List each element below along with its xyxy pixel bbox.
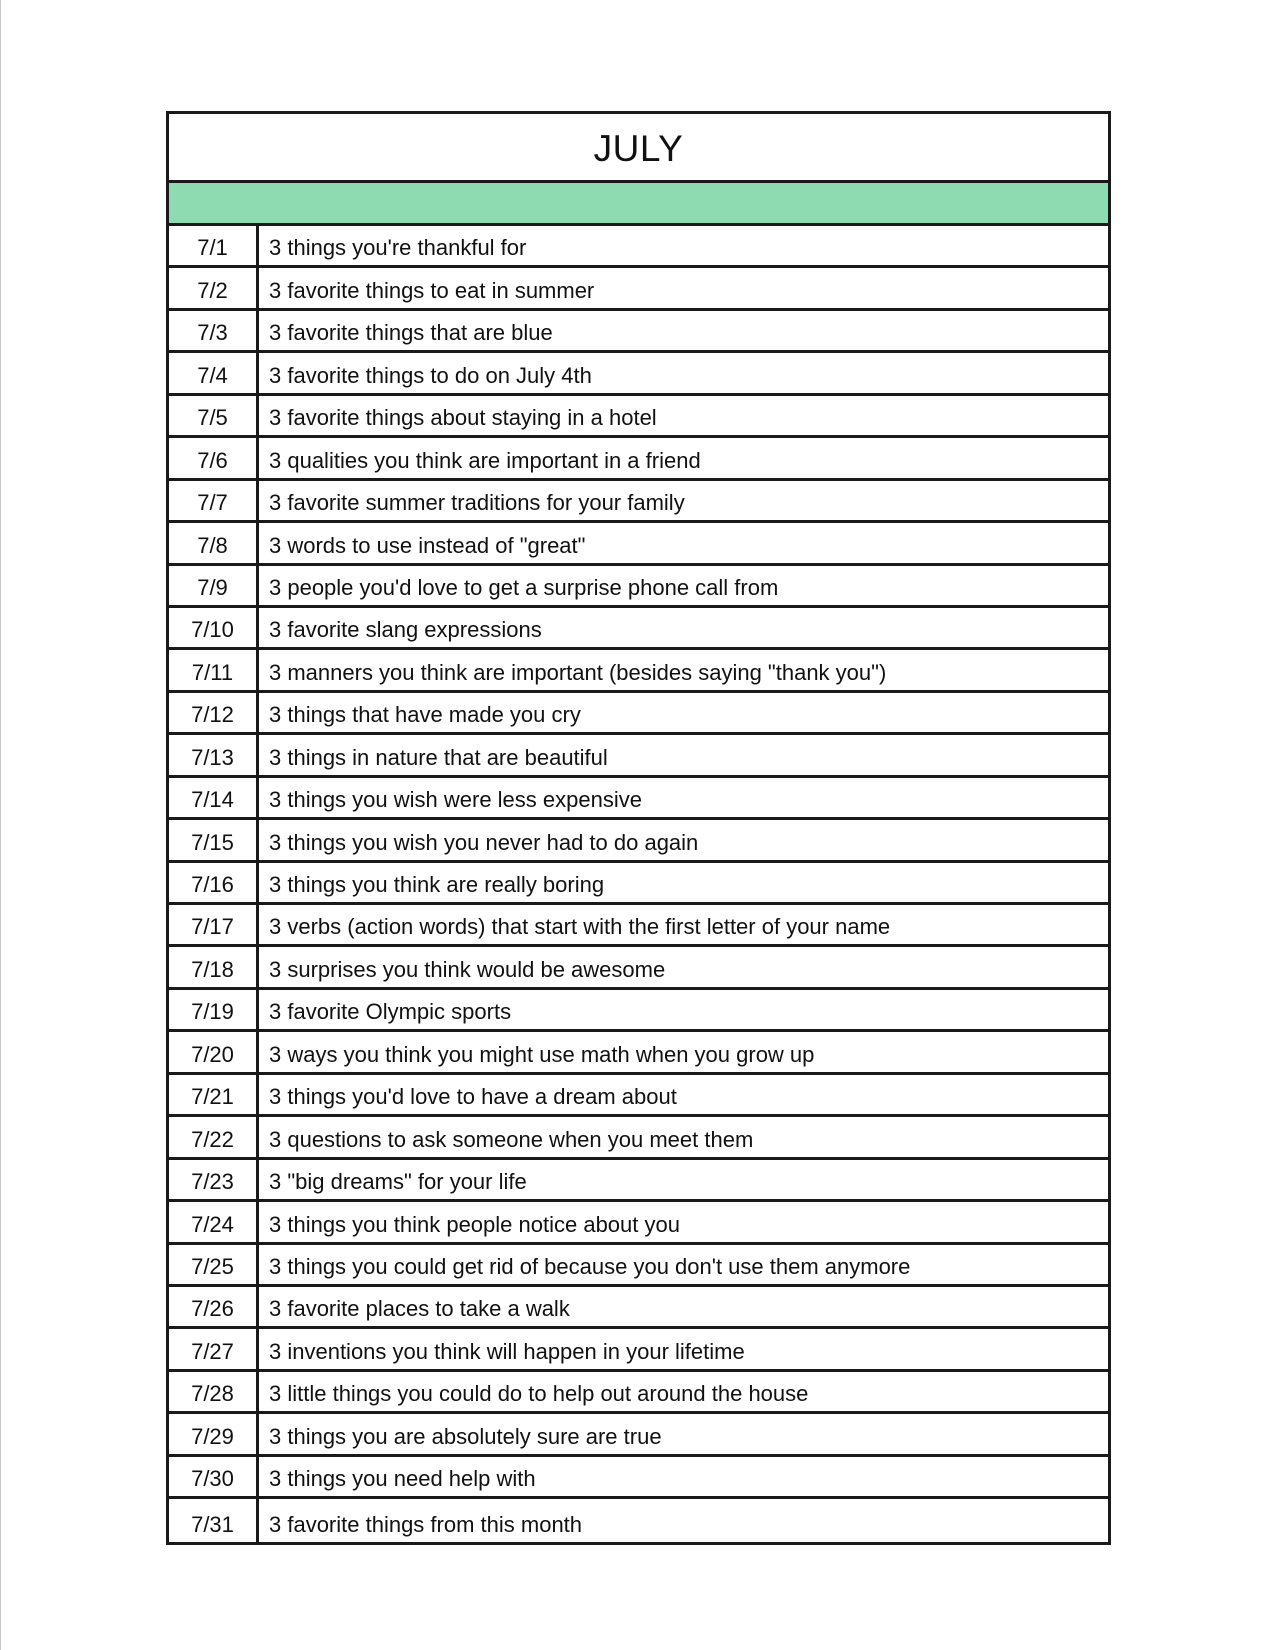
prompt-cell: 3 favorite places to take a walk — [269, 1296, 570, 1322]
prompt-cell: 3 things in nature that are beautiful — [269, 744, 608, 770]
prompt-cell: 3 favorite things to eat in summer — [269, 277, 595, 303]
date-cell: 7/27 — [169, 1329, 259, 1368]
prompt-cell: 3 things you are absolutely sure are true — [269, 1423, 662, 1449]
prompt-cell: 3 things you wish were less expensive — [269, 787, 642, 813]
prompt-cell: 3 manners you think are important (besides saying "thank you") — [269, 659, 887, 685]
date-cell: 7/26 — [169, 1287, 259, 1326]
table-row — [169, 1117, 1108, 1159]
prompt-cell: 3 inventions you think will happen in your lifetime — [269, 1338, 745, 1364]
table-row — [169, 863, 1108, 905]
prompt-table — [166, 111, 1111, 1545]
table-row — [169, 481, 1108, 523]
page-title: JULY — [593, 128, 684, 169]
date-cell: 7/23 — [169, 1160, 259, 1199]
table-row — [169, 396, 1108, 438]
table-row — [169, 566, 1108, 608]
title-row — [169, 114, 1108, 183]
date-cell: 7/7 — [169, 481, 259, 520]
table-row — [169, 1457, 1108, 1499]
prompt-cell: 3 favorite summer traditions for your family — [269, 490, 685, 516]
date-cell: 7/15 — [169, 820, 259, 859]
date-cell: 7/10 — [169, 608, 259, 647]
prompt-cell: 3 favorite slang expressions — [269, 617, 542, 643]
date-cell: 7/17 — [169, 905, 259, 944]
prompt-cell: 3 qualities you think are important in a friend — [269, 447, 701, 473]
prompt-cell: 3 things you're thankful for — [269, 235, 527, 261]
table-row — [169, 1287, 1108, 1329]
prompt-cell: 3 favorite things about staying in a hotel — [269, 405, 657, 431]
prompt-cell: 3 questions to ask someone when you meet them — [269, 1126, 754, 1152]
page-edge-divider — [0, 0, 1, 1650]
date-cell: 7/20 — [169, 1032, 259, 1071]
prompt-cell: 3 things you think people notice about you — [269, 1211, 680, 1237]
date-cell: 7/5 — [169, 396, 259, 435]
table-row — [169, 693, 1108, 735]
date-cell: 7/25 — [169, 1245, 259, 1284]
prompt-cell: 3 little things you could do to help out around the house — [269, 1381, 809, 1407]
prompt-cell: 3 words to use instead of "great" — [269, 532, 586, 558]
prompt-cell: 3 things you need help with — [269, 1466, 536, 1492]
prompt-cell: 3 favorite things that are blue — [269, 320, 553, 346]
date-cell: 7/14 — [169, 778, 259, 817]
table-row — [169, 438, 1108, 480]
date-cell: 7/13 — [169, 735, 259, 774]
table-row — [169, 1329, 1108, 1371]
table-row — [169, 1202, 1108, 1244]
table-row — [169, 735, 1108, 777]
table-row — [169, 650, 1108, 692]
date-cell: 7/4 — [169, 353, 259, 392]
date-cell: 7/30 — [169, 1457, 259, 1496]
date-cell: 7/11 — [169, 650, 259, 689]
table-body — [169, 226, 1108, 1542]
date-cell: 7/19 — [169, 990, 259, 1029]
prompt-cell: 3 favorite things from this month — [269, 1511, 583, 1537]
prompt-cell: 3 favorite Olympic sports — [269, 999, 512, 1025]
date-cell: 7/3 — [169, 311, 259, 350]
accent-band — [169, 183, 1108, 226]
table-row — [169, 990, 1108, 1032]
date-cell: 7/2 — [169, 268, 259, 307]
table-row — [169, 226, 1108, 268]
date-cell: 7/21 — [169, 1075, 259, 1114]
prompt-cell: 3 surprises you think would be awesome — [269, 956, 666, 982]
table-row — [169, 1499, 1108, 1541]
prompt-cell: 3 ways you think you might use math when you grow up — [269, 1041, 815, 1067]
table-row — [169, 1414, 1108, 1456]
date-cell: 7/8 — [169, 523, 259, 562]
table-row — [169, 353, 1108, 395]
prompt-cell: 3 things you wish you never had to do again — [269, 829, 699, 855]
date-cell: 7/24 — [169, 1202, 259, 1241]
prompt-cell: 3 things you think are really boring — [269, 872, 605, 897]
prompt-cell: 3 things you'd love to have a dream about — [269, 1084, 677, 1110]
prompt-cell: 3 people you'd love to get a surprise phone call from — [269, 574, 779, 600]
table-row — [169, 311, 1108, 353]
table-row — [169, 1075, 1108, 1117]
date-cell: 7/22 — [169, 1117, 259, 1156]
date-cell: 7/16 — [169, 863, 259, 902]
date-cell: 7/28 — [169, 1372, 259, 1411]
prompt-cell: 3 things you could get rid of because you don't use them anymore — [269, 1253, 911, 1279]
date-cell: 7/12 — [169, 693, 259, 732]
table-row — [169, 1372, 1108, 1414]
prompt-cell: 3 favorite things to do on July 4th — [269, 362, 592, 388]
table-row — [169, 268, 1108, 310]
date-cell: 7/1 — [169, 226, 259, 265]
date-cell: 7/31 — [169, 1499, 259, 1541]
table-row — [169, 947, 1108, 989]
table-row — [169, 1245, 1108, 1287]
table-row — [169, 608, 1108, 650]
date-cell: 7/18 — [169, 947, 259, 986]
prompt-cell: 3 verbs (action words) that start with the first letter of your name — [269, 914, 891, 940]
date-cell: 7/6 — [169, 438, 259, 477]
table-row — [169, 1160, 1108, 1202]
date-cell: 7/9 — [169, 566, 259, 605]
prompt-cell: 3 "big dreams" for your life — [269, 1169, 527, 1195]
date-cell: 7/29 — [169, 1414, 259, 1453]
table-row — [169, 820, 1108, 862]
table-row — [169, 905, 1108, 947]
prompt-cell: 3 things that have made you cry — [269, 702, 581, 728]
table-row — [169, 778, 1108, 820]
table-row — [169, 1032, 1108, 1074]
table-row — [169, 523, 1108, 565]
